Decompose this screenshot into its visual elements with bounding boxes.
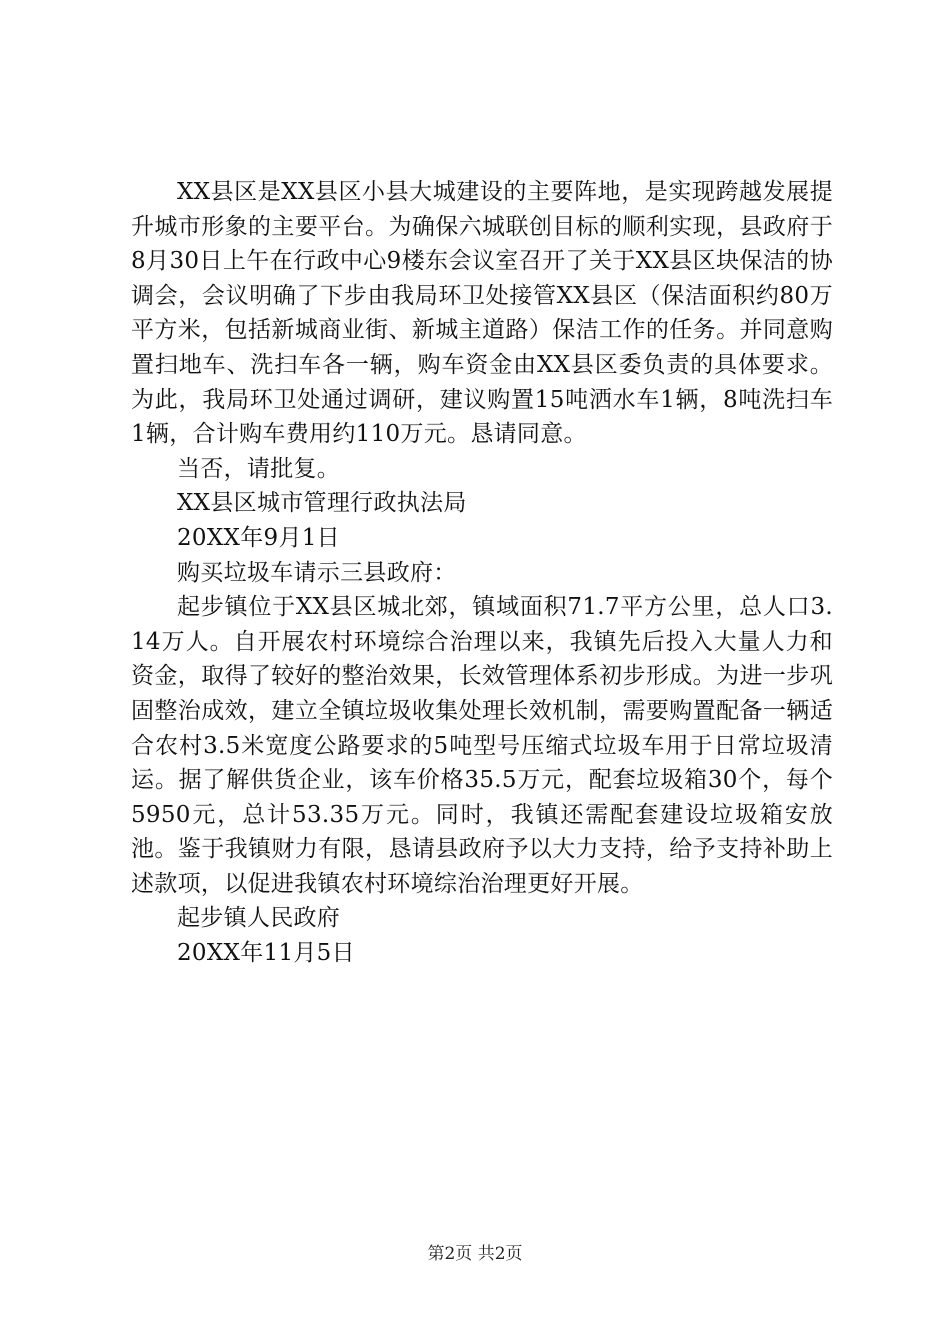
paragraph-town-request-body: 起步镇位于XX县区城北郊，镇域面积71.7平方公里，总人口3.14万人。自开展农村环境综合治理以来，我镇先后投入大量人力和资金，取得了较好的整治效果，长效管理体系初步形成。为进一步巩固整治成效，建立全镇垃圾收集处理长效机制，需要购置配备一辆适合农村3.5米宽度公路要求的5吨型号压缩式垃圾车用于日常垃圾清运。据了解供货企业，该车价格35.5万元，配套垃圾箱30个，每个5950元，总计53.35万元。同时，我镇还需配套建设垃圾箱安放池。鉴于我镇财力有限，恳请县政府予以大力支持，给予支持补助上述款项，以促进我镇农村环境综治治理更好开展。: [131, 594, 833, 897]
paragraph-sender-bureau: XX县区城市管理行政执法局: [177, 490, 467, 517]
paragraph-request-body: XX县区是XX县区小县大城建设的主要阵地，是实现跨越发展提升城市形象的主要平台。为确保六城联创目标的顺利实现，县政府于8月30日上午在行政中心9楼东会议室召开了关于XX县区块保洁的协调会，会议明确了下步由我局环卫处接管XX县区（保洁面积约80万平方米，包括新城商业街、新城主道路）保洁工作的任务。并同意购置扫地车、洗扫车各一辆，购车资金由XX县区委负责的具体要求。为此，我局环卫处通过调研，建议购置15吨洒水车1辆，8吨洗扫车1辆，合计购车费用约110万元。恳请同意。: [131, 179, 833, 448]
paragraph-date-second: 20XX年11月5日: [177, 940, 355, 967]
paragraph-second-title: 购买垃圾车请示三县政府：: [177, 559, 457, 586]
paragraph-sender-town: 起步镇人民政府: [177, 905, 341, 932]
document-body: [131, 175, 833, 971]
paragraph-date-first: 20XX年9月1日: [177, 524, 340, 551]
paragraph-closing-request: 当否，请批复。: [177, 455, 341, 482]
page-number-footer: 第2页 共2页: [427, 1244, 523, 1264]
